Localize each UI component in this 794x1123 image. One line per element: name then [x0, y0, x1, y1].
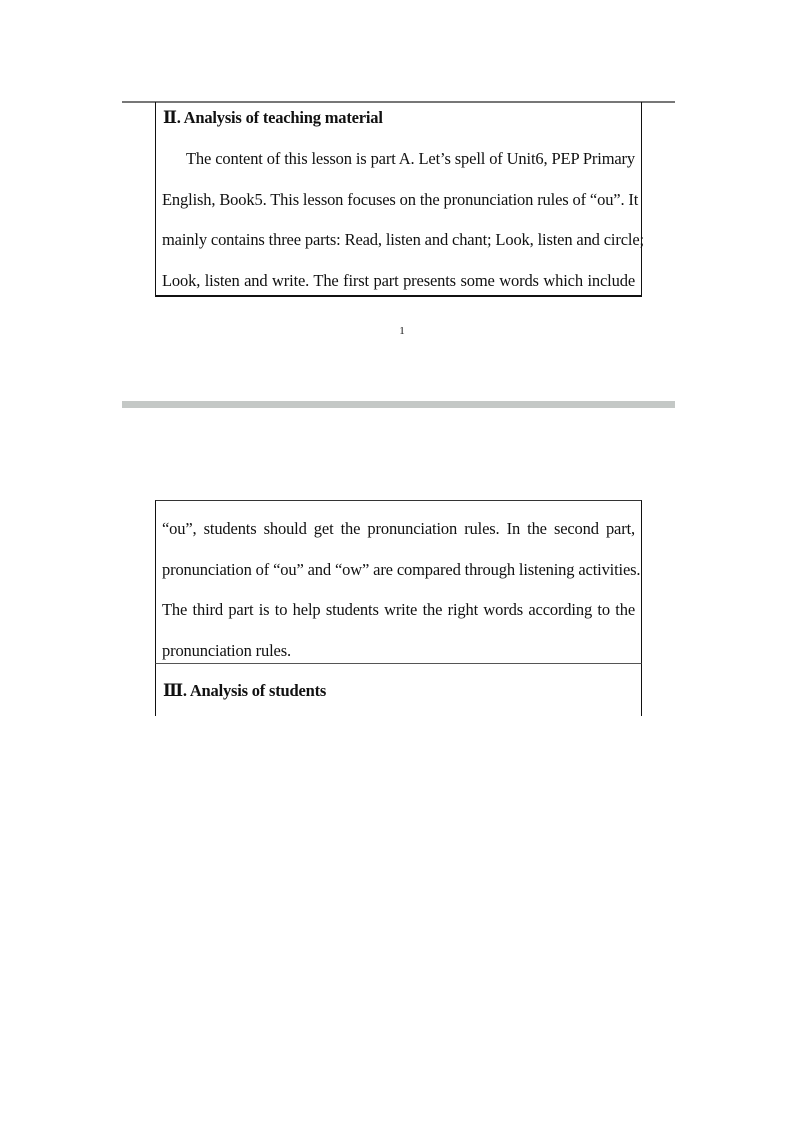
text-line: The content of this lesson is part A. Let’s spell of Unit6, PEP Primary	[186, 149, 635, 168]
text-line: The third part is to help students write the right words according to the	[162, 600, 635, 619]
section-heading-teaching-material: Ⅱ. Analysis of teaching material	[163, 108, 383, 127]
paragraph-teaching-material-part1	[162, 139, 644, 301]
text-line: Look, listen and write. The first part presents some words which include	[162, 270, 635, 290]
text-line: English, Book5. This lesson focuses on the pronunciation rules of “ou”. It	[162, 189, 639, 209]
page-number: 1	[399, 325, 405, 337]
table-cell-analysis-teaching-material	[155, 102, 642, 297]
table-cell-analysis-students	[155, 664, 642, 716]
text-line: mainly contains three parts: Read, listen and chant; Look, listen and circle;	[162, 230, 644, 249]
text-line: pronunciation rules.	[162, 640, 291, 660]
text-line: “ou”, students should get the pronunciation rules. In the second part,	[162, 519, 635, 538]
paragraph-teaching-material-part2	[162, 509, 641, 671]
table-cell-analysis-teaching-material-continued	[155, 500, 642, 664]
text-line: pronunciation of “ou” and “ow” are compared through listening activities.	[162, 559, 641, 579]
section-heading-students: Ⅲ. Analysis of students	[163, 681, 327, 700]
page-separator	[122, 401, 675, 408]
